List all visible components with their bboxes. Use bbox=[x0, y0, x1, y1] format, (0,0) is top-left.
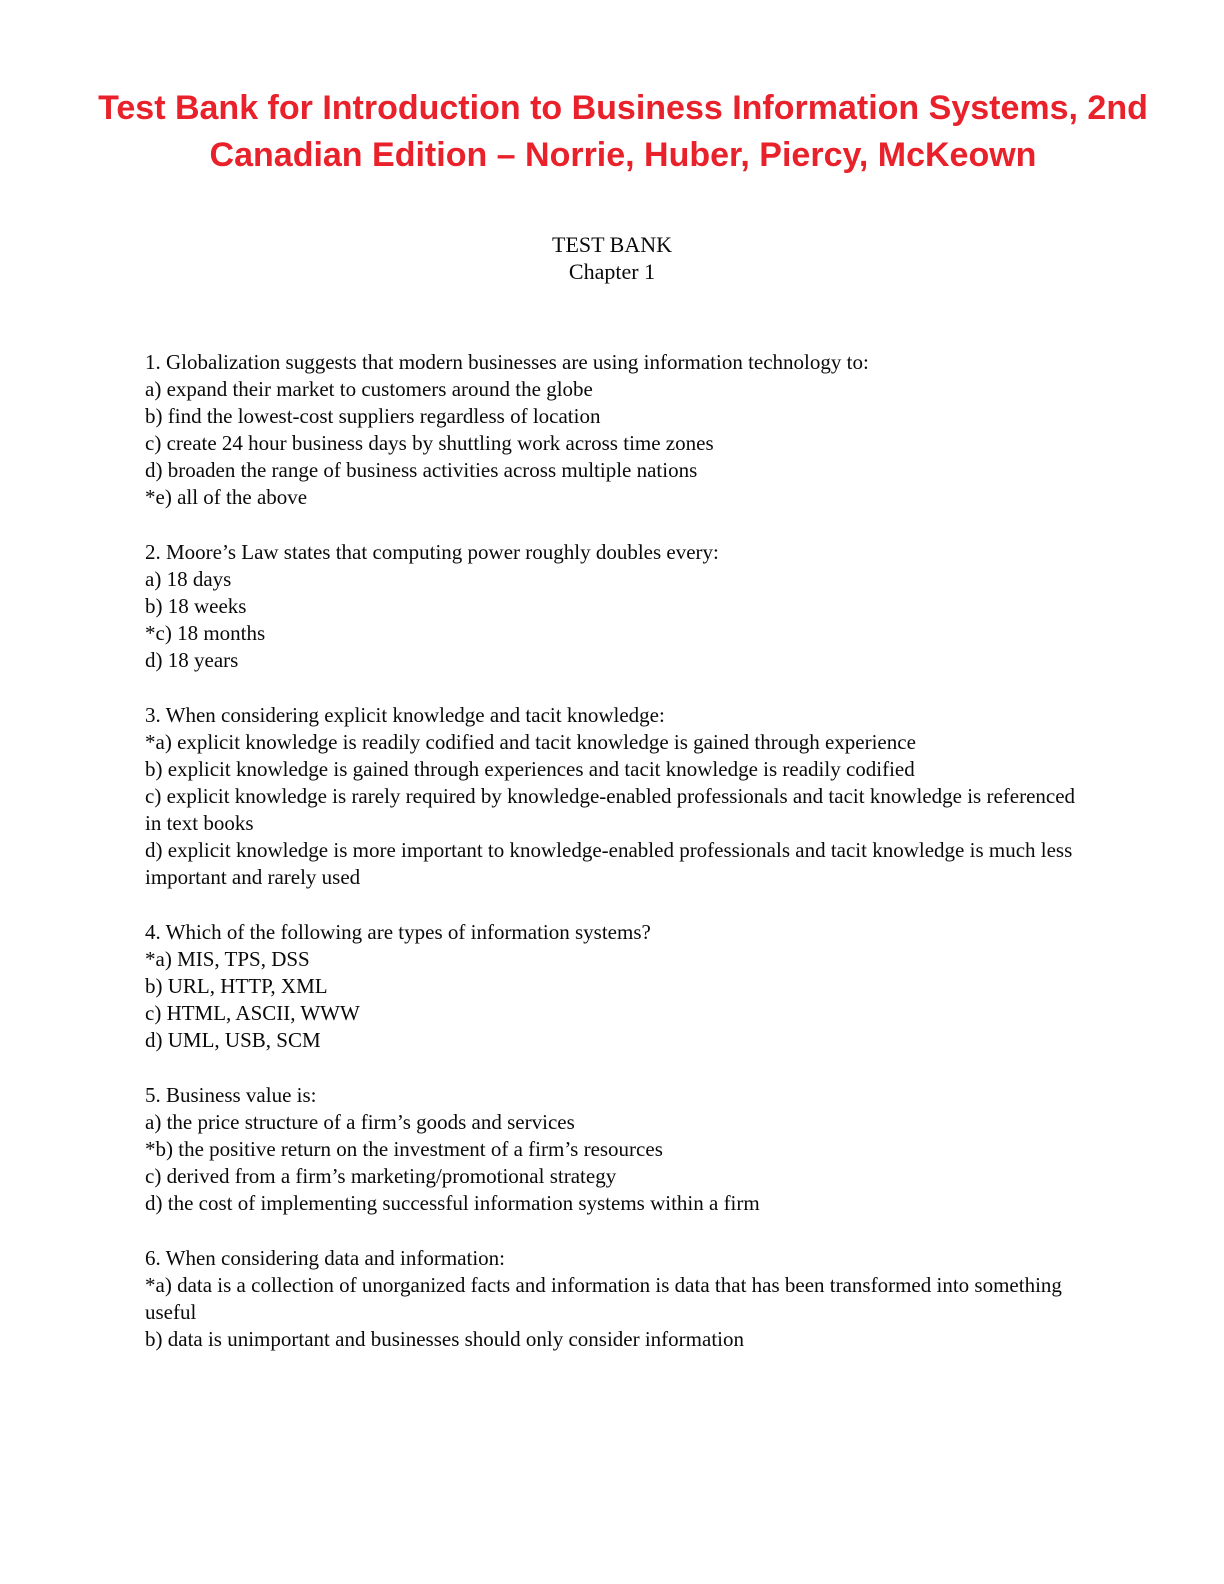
question-6 bbox=[145, 1245, 1095, 1353]
chapter-heading: Chapter 1 bbox=[568, 259, 656, 284]
question-4-option-d: d) UML, USB, SCM bbox=[145, 1028, 321, 1052]
question-4-option-b: b) URL, HTTP, XML bbox=[145, 974, 328, 998]
question-4-stem: 4. Which of the following are types of information systems? bbox=[145, 920, 651, 944]
question-5-option-c: c) derived from a firm’s marketing/promotional strategy bbox=[145, 1164, 617, 1188]
question-1-option-c: c) create 24 hour business days by shuttling work across time zones bbox=[145, 431, 714, 455]
question-list bbox=[145, 349, 1095, 1353]
question-5-stem: 5. Business value is: bbox=[145, 1083, 317, 1107]
question-2-option-b: b) 18 weeks bbox=[145, 594, 247, 618]
question-2-option-d: d) 18 years bbox=[145, 648, 239, 672]
section-heading: TEST BANK bbox=[552, 232, 672, 257]
page-title: Test Bank for Introduction to Business Information Systems, 2nd Canadian Edition – Norrie, Huber, Piercy, McKeown bbox=[98, 89, 1148, 174]
question-4-option-c: c) HTML, ASCII, WWW bbox=[145, 1001, 360, 1025]
question-3-option-b: b) explicit knowledge is gained through experiences and tacit knowledge is readily codified bbox=[145, 757, 915, 781]
question-1-option-e-correct: *e) all of the above bbox=[145, 485, 308, 509]
question-2-option-c-correct: *c) 18 months bbox=[145, 621, 266, 645]
question-1-stem: 1. Globalization suggests that modern businesses are using information technology to: bbox=[145, 350, 869, 374]
question-5-option-d: d) the cost of implementing successful information systems within a firm bbox=[145, 1191, 760, 1215]
subheading-block bbox=[0, 231, 1224, 285]
question-2 bbox=[145, 539, 1095, 674]
question-3-stem: 3. When considering explicit knowledge and tacit knowledge: bbox=[145, 703, 665, 727]
question-1-option-b: b) find the lowest-cost suppliers regardless of location bbox=[145, 404, 601, 428]
question-6-option-a-correct: *a) data is a collection of unorganized facts and information is data that has been transformed into something useful bbox=[145, 1273, 1062, 1324]
question-1-option-a: a) expand their market to customers around the globe bbox=[145, 377, 593, 401]
question-1-option-d: d) broaden the range of business activities across multiple nations bbox=[145, 458, 698, 482]
question-2-option-a: a) 18 days bbox=[145, 567, 232, 591]
question-4 bbox=[145, 919, 1095, 1054]
question-5 bbox=[145, 1082, 1095, 1217]
question-3-option-c: c) explicit knowledge is rarely required by knowledge-enabled professionals and tacit knowledge is referenced in text books bbox=[145, 784, 1076, 835]
question-3 bbox=[145, 702, 1095, 891]
question-6-option-b: b) data is unimportant and businesses should only consider information bbox=[145, 1327, 744, 1351]
question-5-option-a: a) the price structure of a firm’s goods and services bbox=[145, 1110, 575, 1134]
question-2-stem: 2. Moore’s Law states that computing power roughly doubles every: bbox=[145, 540, 719, 564]
question-6-stem: 6. When considering data and information: bbox=[145, 1246, 506, 1270]
question-4-option-a-correct: *a) MIS, TPS, DSS bbox=[145, 947, 310, 971]
question-5-option-b-correct: *b) the positive return on the investment of a firm’s resources bbox=[145, 1137, 663, 1161]
question-3-option-a-correct: *a) explicit knowledge is readily codified and tacit knowledge is gained through experience bbox=[145, 730, 916, 754]
question-3-option-d: d) explicit knowledge is more important to knowledge-enabled professionals and tacit knowledge is much less important and rarely used bbox=[145, 838, 1073, 889]
question-1 bbox=[145, 349, 1095, 511]
